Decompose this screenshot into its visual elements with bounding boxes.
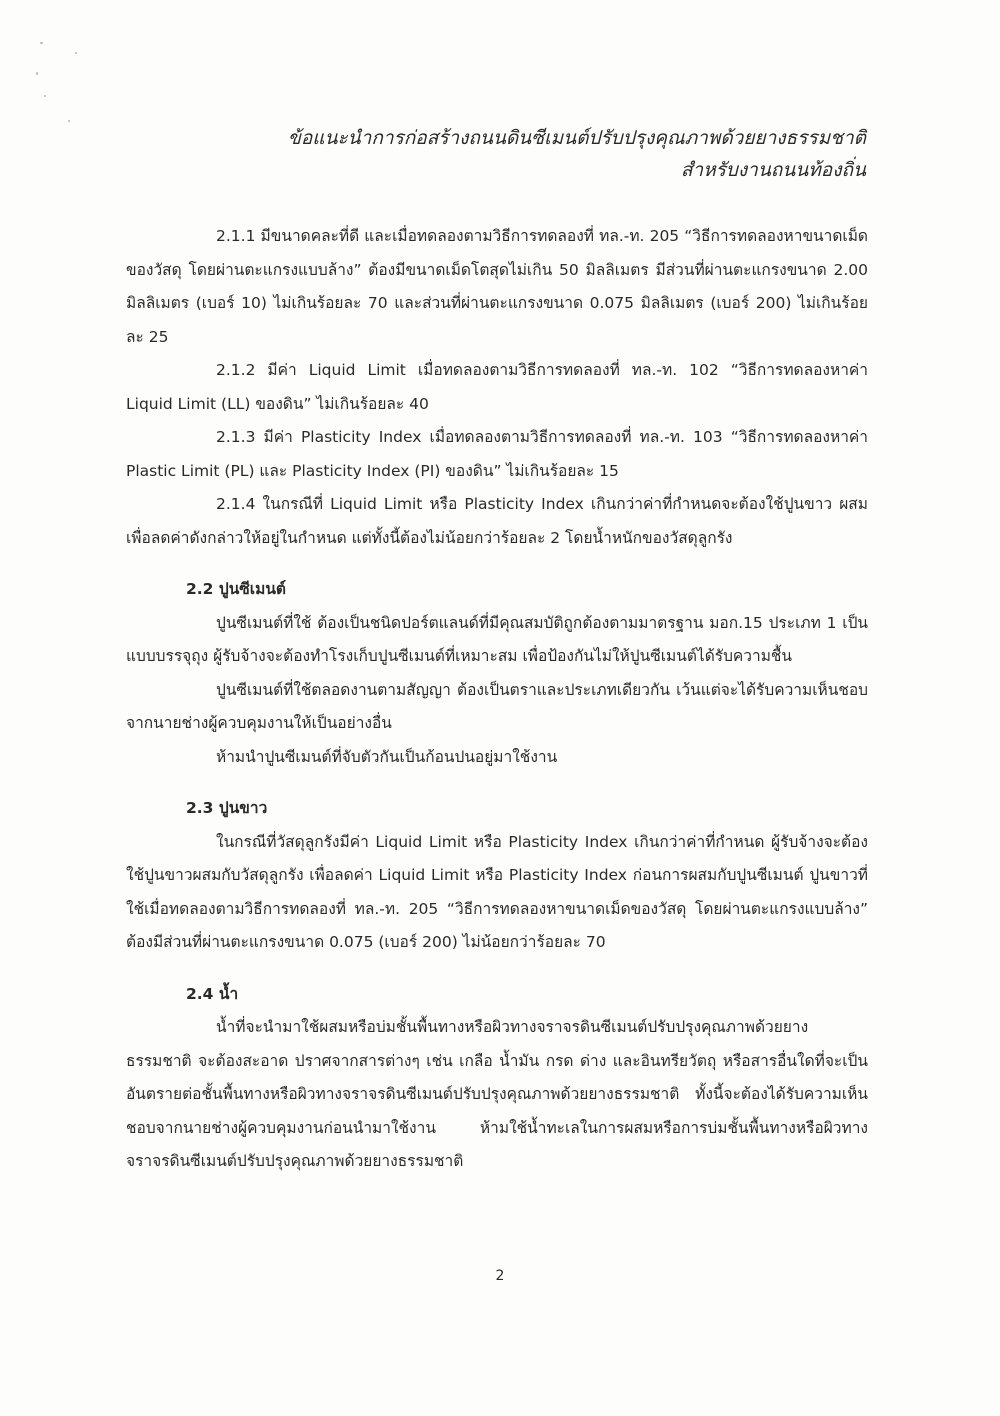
paragraph-2-2-c: ห้ามนำปูนซีเมนต์ที่จับตัวกันเป็นก้อนปนอยู่มาใช้งาน: [216, 747, 558, 766]
scan-speck: [68, 120, 70, 122]
paragraph-2-2-a: ปูนซีเมนต์ที่ใช้ ต้องเป็นชนิดปอร์ตแลนด์ที่มีคุณสมบัติถูกต้องตามมาตรฐาน มอก.15 ประเภท 1 เป็นแบบบรรจุถุง ผู้รับจ้างจะต้องทำโรงเก็บปูนซีเมนต์ที่เหมาะสม เพื่อป้องกันไม่ให้ปูนซีเมนต์ได้รับความชื้น: [126, 613, 868, 665]
section-heading-2-3: 2.3 ปูนขาว: [186, 799, 268, 817]
paragraph-2-2-b: ปูนซีเมนต์ที่ใช้ตลอดงานตามสัญญา ต้องเป็นตราและประเภทเดียวกัน เว้นแต่จะได้รับความเห็นชอบจากนายช่างผู้ควบคุมงานให้เป็นอย่างอื่น: [126, 680, 868, 732]
paragraph-2-1-3: 2.1.3 มีค่า Plasticity Index เมื่อทดลองตามวิธีการทดลองที่ ทล.-ท. 103 “วิธีการทดลองหาค่า Plastic Limit (PL) และ Plasticity Index (PI) ของดิน” ไม่เกินร้อยละ 15: [126, 428, 868, 480]
section-heading-2-4: 2.4 น้ำ: [186, 984, 239, 1003]
paragraph-2-1-1: 2.1.1 มีขนาดคละที่ดี และเมื่อทดลองตามวิธีการทดลองที่ ทล.-ท. 205 “วิธีการทดลองหาขนาดเม็ดของวัสดุ โดยผ่านตะแกรงแบบล้าง” ต้องมีขนาดเม็ดโตสุดไม่เกิน 50 มิลลิเมตร มีส่วนที่ผ่านตะแกรงขนาด 2.00 มิลลิเมตร (เบอร์ 10) ไม่เกินร้อยละ 70 และส่วนที่ผ่านตะแกรงขนาด 0.075 มิลลิเมตร (เบอร์ 200) ไม่เกินร้อยละ 25: [126, 227, 868, 346]
scan-speck: [36, 72, 38, 75]
page-number: 2: [495, 1268, 505, 1284]
paragraph-2-1-4: 2.1.4 ในกรณีที่ Liquid Limit หรือ Plasticity Index เกินกว่าค่าที่กำหนดจะต้องใช้ปูนขาว ผสมเพื่อลดค่าดังกล่าวให้อยู่ในกำหนด แต่ทั้งนี้ต้องไม่น้อยกว่าร้อยละ 2 โดยน้ำหนักของวัสดุลูกรัง: [126, 495, 868, 547]
scan-speck: [44, 95, 46, 97]
scan-speck: [75, 52, 77, 54]
paragraph-2-4: น้ำที่จะนำมาใช้ผสมหรือบ่มชั้นพื้นทางหรือผิวทางจราจรดินซีเมนต์ปรับปรุงคุณภาพด้วยยางธรรมชาติ จะต้องสะอาด ปราศจากสารต่างๆ เช่น เกลือ น้ำมัน กรด ด่าง และอินทรียวัตถุ หรือสารอื่นใดที่จะเป็นอันตรายต่อชั้นพื้นทางหรือผิวทางจราจรดินซีเมนต์ปรับปรุงคุณภาพด้วยยางธรรมชาติ ทั้งนี้จะต้องได้รับความเห็นชอบจากนายช่างผู้ควบคุมงานก่อนนำมาใช้งาน ห้ามใช้น้ำทะเลในการผสมหรือการบ่มชั้นพื้นทางหรือผิวทางจราจรดินซีเมนต์ปรับปรุงคุณภาพด้วยยางธรรมชาติ: [126, 1018, 868, 1170]
document-header: [288, 122, 866, 186]
paragraph-2-3: ในกรณีที่วัสดุลูกรังมีค่า Liquid Limit หรือ Plasticity Index เกินกว่าค่าที่กำหนด ผู้รับจ้างจะต้องใช้ปูนขาวผสมกับวัสดุลูกรัง เพื่อลดค่า Liquid Limit หรือ Plasticity Index ก่อนการผสมกับปูนซีเมนต์ ปูนขาวที่ใช้เมื่อทดลองตามวิธีการทดลองที่ ทล.-ท. 205 “วิธีการทดลองหาขนาดเม็ดของวัสดุ โดยผ่านตะแกรงแบบล้าง” ต้องมีส่วนที่ผ่านตะแกรงขนาด 0.075 (เบอร์ 200) ไม่น้อยกว่าร้อยละ 70: [126, 832, 868, 951]
header-title: ข้อแนะนำการก่อสร้างถนนดินซีเมนต์ปรับปรุงคุณภาพด้วยยางธรรมชาติ: [287, 127, 866, 149]
document-body: [126, 220, 868, 1179]
section-heading-2-2: 2.2 ปูนซีเมนต์: [186, 580, 286, 598]
header-subtitle: สำหรับงานถนนท้องถิ่น: [680, 159, 866, 181]
paragraph-2-1-2: 2.1.2 มีค่า Liquid Limit เมื่อทดลองตามวิธีการทดลองที่ ทล.-ท. 102 “วิธีการทดลองหาค่า Liquid Limit (LL) ของดิน” ไม่เกินร้อยละ 40: [126, 361, 868, 413]
scan-speck: [40, 42, 43, 44]
